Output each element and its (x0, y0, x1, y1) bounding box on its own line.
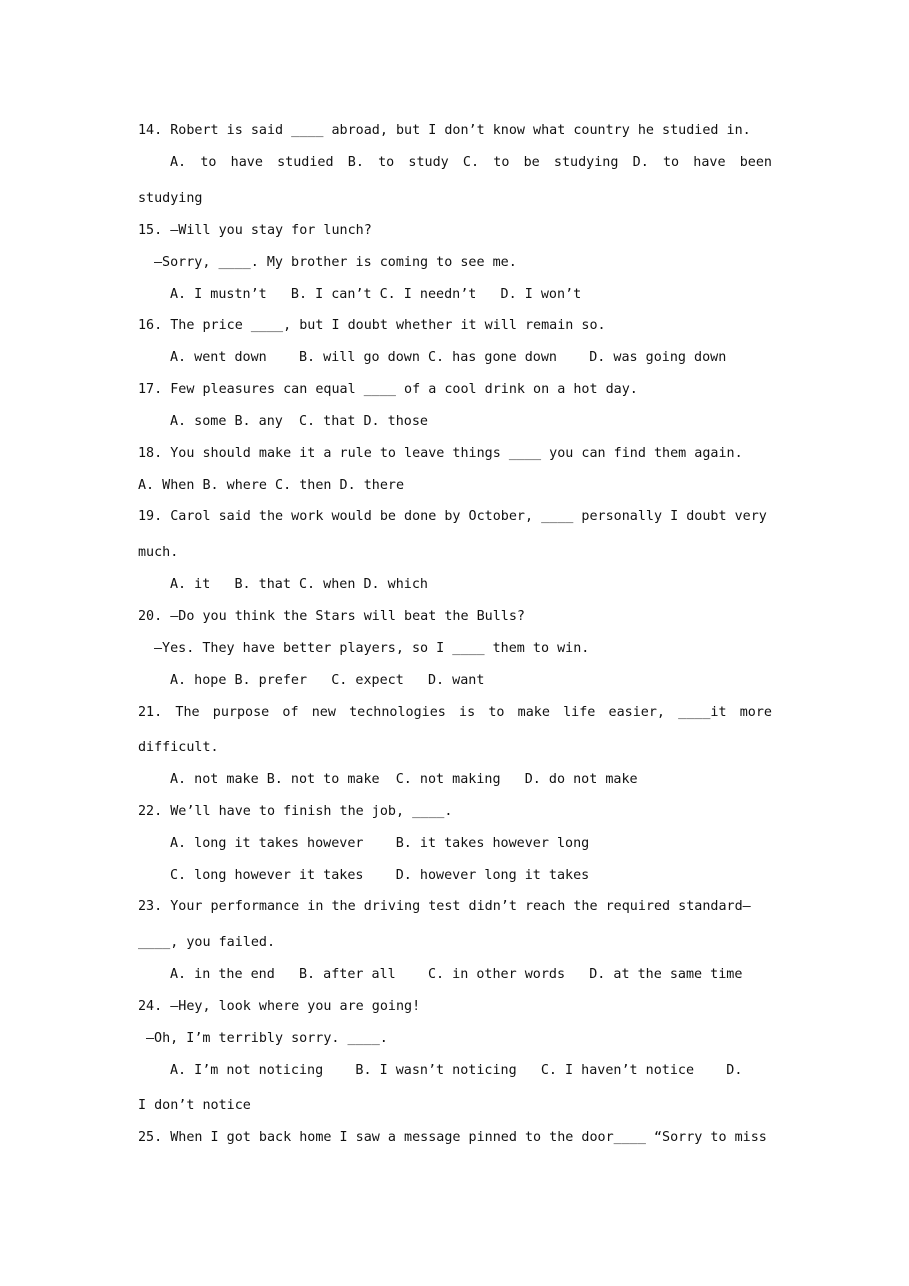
question-14: 14. Robert is said ____ abroad, but I don’t know what country he studied in. (138, 123, 751, 138)
question-22-options-b: C. long however it takes D. however long it takes (170, 868, 590, 883)
question-20-reply: —Yes. They have better players, so I ____ them to win. (154, 641, 590, 656)
question-24-reply: —Oh, I’m terribly sorry. ____. (146, 1031, 388, 1046)
question-17-options: A. some B. any C. that D. those (170, 414, 428, 429)
question-24-options: A. I’m not noticing B. I wasn’t noticing C. I haven’t notice D. (170, 1063, 743, 1078)
question-24-options-cont: I don’t notice (138, 1098, 251, 1113)
question-21-cont: difficult. (138, 740, 219, 755)
question-23-cont: ____, you failed. (138, 935, 276, 950)
question-16: 16. The price ____, but I doubt whether it will remain so. (138, 318, 606, 333)
question-24: 24. —Hey, look where you are going! (138, 999, 421, 1014)
question-19-options: A. it B. that C. when D. which (170, 577, 428, 592)
question-20-options: A. hope B. prefer C. expect D. want (170, 673, 485, 688)
question-23: 23. Your performance in the driving test didn’t reach the required standard— (138, 899, 751, 914)
question-15-reply: —Sorry, ____. My brother is coming to see me. (154, 255, 517, 270)
question-20: 20. —Do you think the Stars will beat the Bulls? (138, 609, 525, 624)
question-22: 22. We’ll have to finish the job, ____. (138, 804, 453, 819)
question-16-options: A. went down B. will go down C. has gone down D. was going down (170, 350, 727, 365)
question-15: 15. —Will you stay for lunch? (138, 223, 372, 238)
question-14-options: A. to have studied B. to study C. to be studying D. to have been (170, 155, 772, 170)
question-25: 25. When I got back home I saw a message pinned to the door____ “Sorry to miss (138, 1130, 767, 1145)
question-15-options: A. I mustn’t B. I can’t C. I needn’t D. I won’t (170, 287, 582, 302)
question-23-options: A. in the end B. after all C. in other words D. at the same time (170, 967, 743, 982)
question-21-options: A. not make B. not to make C. not making D. do not make (170, 772, 638, 787)
question-14-options-cont: studying (138, 191, 203, 206)
question-19-cont: much. (138, 545, 179, 560)
question-18-options: A. When B. where C. then D. there (138, 478, 405, 493)
question-19: 19. Carol said the work would be done by October, ____ personally I doubt very (138, 509, 767, 524)
question-21: 21. The purpose of new technologies is to make life easier, ____it more (138, 705, 772, 720)
question-18: 18. You should make it a rule to leave things ____ you can find them again. (138, 446, 743, 461)
question-17: 17. Few pleasures can equal ____ of a cool drink on a hot day. (138, 382, 638, 397)
question-22-options-a: A. long it takes however B. it takes however long (170, 836, 590, 851)
